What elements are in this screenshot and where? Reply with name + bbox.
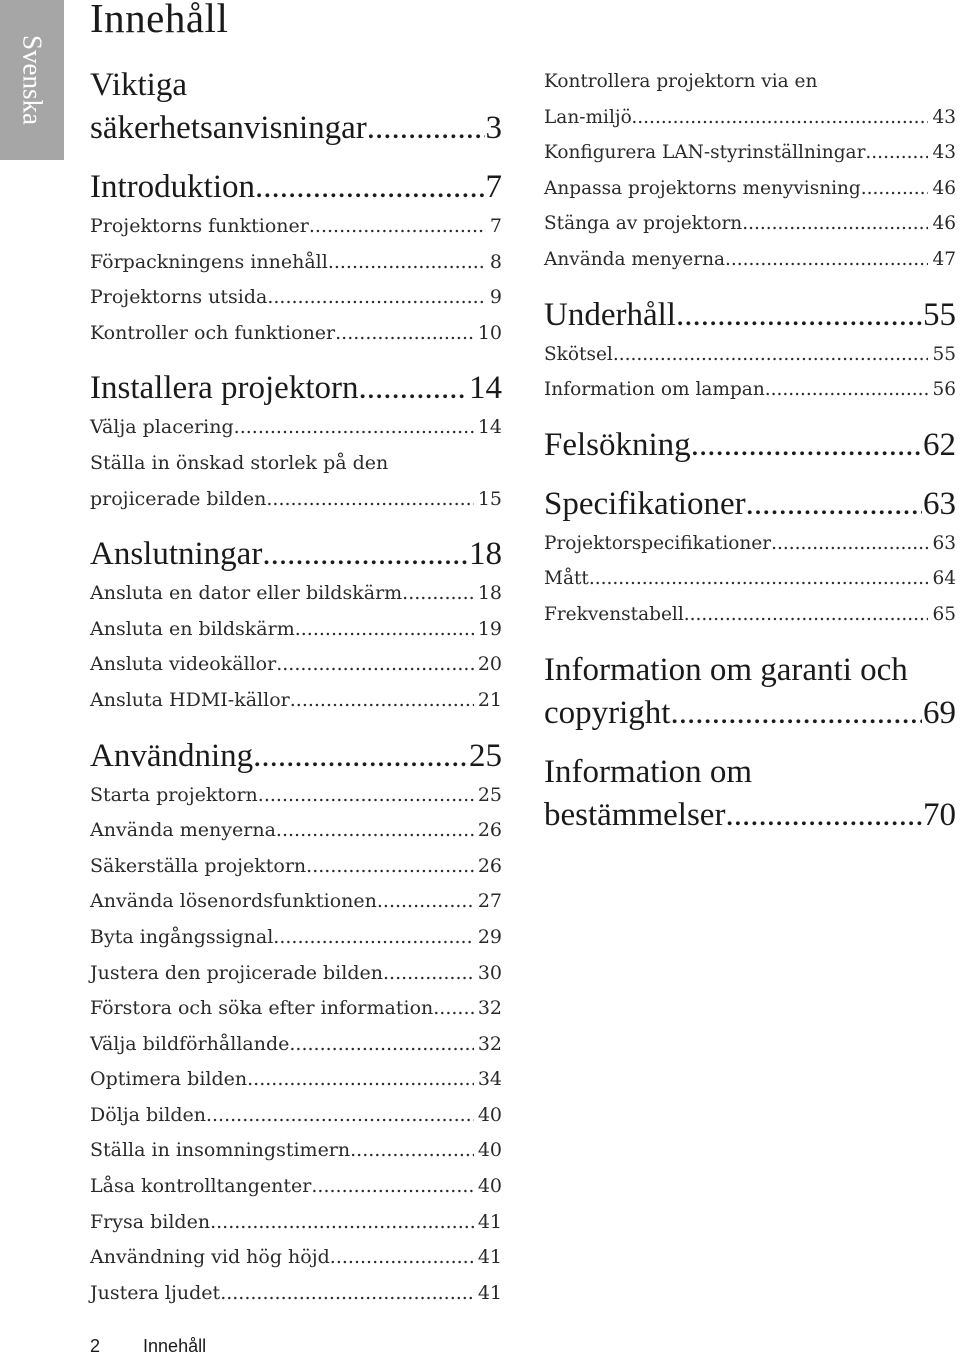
toc-section-entry[interactable] <box>544 597 956 633</box>
toc-page-number: 8 <box>489 250 502 273</box>
toc-section-entry[interactable] <box>90 280 502 316</box>
toc-page-number: 47 <box>932 248 956 270</box>
dot-leader <box>433 991 474 1027</box>
toc-page-number: 21 <box>477 688 502 711</box>
dot-leader <box>377 884 474 920</box>
toc-page-number: 63 <box>932 532 956 554</box>
toc-page-number: 41 <box>477 1210 502 1233</box>
toc-page-number: 9 <box>489 286 502 309</box>
toc-section-entry[interactable] <box>544 171 956 207</box>
dot-leader <box>255 166 485 209</box>
toc-chapter-entry[interactable] <box>90 735 502 778</box>
toc-section-entry[interactable] <box>544 337 956 373</box>
toc-entry-title: Anslutningar <box>90 536 263 573</box>
dot-leader <box>358 367 468 410</box>
toc-chapter-entry[interactable] <box>544 424 956 467</box>
toc-section-entry[interactable] <box>90 316 502 352</box>
toc-entry-title: Skötsel <box>544 343 613 365</box>
toc-page-number: 25 <box>477 783 502 806</box>
toc-page-number: 69 <box>923 694 956 731</box>
toc-section-entry[interactable] <box>90 920 502 956</box>
toc-page-number: 70 <box>923 796 956 833</box>
toc-entry-title: Introduktion <box>90 169 255 205</box>
toc-section-entry[interactable] <box>90 1276 502 1312</box>
toc-entry-title: Förstora och söka efter information <box>90 997 434 1020</box>
dot-leader <box>637 100 928 136</box>
dot-leader <box>725 794 922 837</box>
toc-entry-title: Ansluta en dator eller bildskärm <box>90 582 403 605</box>
toc-page-number: 32 <box>477 1032 502 1055</box>
dot-leader <box>402 576 474 612</box>
dot-leader <box>276 813 474 849</box>
dot-leader <box>289 1027 473 1063</box>
toc-chapter-entry[interactable] <box>544 294 956 337</box>
dot-leader <box>206 1098 474 1134</box>
language-tab <box>0 0 64 160</box>
toc-entry-title: Använda menyerna <box>90 819 276 842</box>
page-title: Innehåll <box>90 0 229 41</box>
toc-page-number: 26 <box>477 819 502 842</box>
dot-leader <box>210 1205 474 1241</box>
toc-entry-title-line: Information om garanti och <box>544 651 908 688</box>
toc-entry-title: Låsa kontrolltangenter <box>90 1175 312 1198</box>
toc-entry-title: Förpackningens innehåll <box>90 250 328 273</box>
toc-section-entry[interactable] <box>90 576 502 612</box>
toc-chapter-entry[interactable] <box>90 533 502 576</box>
toc-page-number: 56 <box>932 379 956 401</box>
toc-page-number: 19 <box>477 617 502 640</box>
toc-page-number: 55 <box>932 343 956 365</box>
toc-entry-title: Ansluta HDMI-källor <box>90 688 290 711</box>
toc-section-entry[interactable] <box>90 1205 502 1241</box>
toc-entry-title-line: Kontrollera projektorn via en <box>544 71 818 92</box>
toc-entry-title: Anpassa projektorns menyvisning <box>544 177 861 199</box>
toc-section-entry[interactable] <box>544 135 956 171</box>
dot-leader <box>276 647 474 683</box>
toc-chapter-entry[interactable] <box>90 64 502 150</box>
toc-entry-title: Byta ingångssignal <box>90 925 274 948</box>
dot-leader <box>273 920 474 956</box>
toc-section-entry[interactable] <box>90 245 502 281</box>
dot-leader <box>613 337 929 373</box>
toc-entry-title: Justera den projicerade bilden <box>90 961 383 984</box>
toc-entry-title: Mått <box>544 568 589 590</box>
footer-page-number: 2 <box>90 1336 101 1356</box>
dot-leader <box>350 1133 474 1169</box>
dot-leader <box>691 424 922 467</box>
toc-page-number: 15 <box>477 487 502 510</box>
toc-page-number: 27 <box>477 890 502 913</box>
toc-entry-title: Information om lampan <box>544 379 765 401</box>
toc-entry-title: Projektorspecifikationer <box>544 532 772 554</box>
toc-page-number: 25 <box>469 737 502 774</box>
toc-page-number: 43 <box>932 106 956 128</box>
dot-leader <box>328 245 486 281</box>
toc-page-number: 41 <box>477 1246 502 1269</box>
toc-section-entry[interactable] <box>544 242 956 278</box>
toc-page-number: 20 <box>477 653 502 676</box>
dot-leader <box>725 242 928 278</box>
toc-page-number: 63 <box>923 485 956 522</box>
dot-leader <box>589 561 929 597</box>
dot-leader <box>253 735 468 778</box>
language-tab-label: Svenska <box>17 35 48 125</box>
toc-entry-title: Dölja bilden <box>90 1103 206 1126</box>
dot-leader <box>295 612 474 648</box>
toc-entry-title: Kontroller och funktioner <box>90 321 336 344</box>
toc-section-entry[interactable] <box>90 813 502 849</box>
toc-chapter-entry[interactable] <box>544 751 956 837</box>
toc-entry-title: copyright <box>544 694 671 731</box>
toc-page-number: 7 <box>489 215 502 237</box>
toc-entry-title: Ansluta videokällor <box>90 653 277 676</box>
toc-section-entry[interactable] <box>544 561 956 597</box>
dot-leader <box>262 533 468 576</box>
dot-leader <box>865 135 928 171</box>
toc-page-number: 18 <box>477 582 502 605</box>
toc-left-column <box>90 64 502 1311</box>
toc-entry-title: Starta projektorn <box>90 783 258 806</box>
toc-entry-title: Specifikationer <box>544 485 746 522</box>
toc-section-entry[interactable] <box>90 1240 502 1276</box>
toc-page-number: 32 <box>477 997 502 1020</box>
dot-leader <box>383 956 474 992</box>
toc-right-column <box>544 64 956 837</box>
toc-page-number: 46 <box>932 177 956 199</box>
dot-leader <box>267 280 486 316</box>
toc-section-entry[interactable] <box>90 778 502 814</box>
toc-entry-title: Säkerställa projektorn <box>90 854 307 877</box>
toc-entry-title: Installera projektorn <box>90 370 359 407</box>
toc-entry-title: Optimera bilden <box>90 1068 248 1091</box>
toc-entry-title: Stänga av projektorn <box>544 213 743 235</box>
toc-entry-title: Underhåll <box>544 296 676 333</box>
toc-page-number: 26 <box>477 854 502 877</box>
dot-leader <box>746 483 922 526</box>
toc-entry-title: bestämmelser <box>544 796 726 833</box>
toc-entry-title: Frysa bilden <box>90 1210 211 1233</box>
toc-page-number: 18 <box>469 536 502 573</box>
toc-section-entry[interactable] <box>544 372 956 408</box>
footer-label: Innehåll <box>143 1336 207 1356</box>
toc-entry-title: Använda menyerna <box>544 248 726 270</box>
toc-page-number: 40 <box>477 1139 502 1162</box>
toc-entry-title-line: Information om <box>544 753 753 790</box>
toc-entry-title: Användning <box>90 737 254 774</box>
toc-entry-title: Lan-miljö. <box>544 106 638 128</box>
toc-page-number: 65 <box>932 603 956 625</box>
toc-section-entry[interactable] <box>90 647 502 683</box>
toc-page-number: 41 <box>477 1281 502 1304</box>
toc-page-number: 14 <box>469 370 502 407</box>
toc-section-entry[interactable] <box>90 683 502 719</box>
toc-entry-title: Ställa in insomningstimern <box>90 1139 351 1162</box>
toc-page-number: 62 <box>923 426 956 463</box>
toc-page-number: 10 <box>477 321 502 344</box>
dot-leader <box>742 206 928 242</box>
toc-entry-title: Frekvenstabell <box>544 603 684 625</box>
dot-leader <box>684 597 929 633</box>
toc-section-entry[interactable] <box>90 1133 502 1169</box>
toc-section-entry[interactable] <box>90 612 502 648</box>
dot-leader <box>771 526 928 562</box>
toc-page-number: 43 <box>932 142 956 164</box>
toc-page-number: 55 <box>923 296 956 333</box>
toc-page-number: 40 <box>477 1175 502 1198</box>
toc-chapter-entry[interactable] <box>544 483 956 526</box>
toc-page-number: 46 <box>932 213 956 235</box>
toc-section-entry[interactable] <box>90 991 502 1027</box>
toc-section-entry[interactable] <box>90 849 502 885</box>
toc-entry-title: Ansluta en bildskärm <box>90 617 295 640</box>
toc-page-number: 14 <box>477 416 502 439</box>
toc-page-number: 34 <box>477 1068 502 1091</box>
dot-leader <box>330 1240 474 1276</box>
toc-entry-title-line: Ställa in önskad storlek på den <box>90 451 389 474</box>
toc-section-entry[interactable] <box>544 206 956 242</box>
toc-entry-title: Projektorns funktioner <box>90 215 309 237</box>
toc-section-entry[interactable] <box>544 526 956 562</box>
toc-page-number: 64 <box>932 568 956 590</box>
toc-section-entry[interactable] <box>544 64 956 135</box>
toc-entry-title: Konfigurera LAN-styrinställningar <box>544 142 866 164</box>
toc-entry-title: säkerhetsanvisningar <box>90 110 367 146</box>
toc-page-number: 40 <box>477 1103 502 1126</box>
toc-entry-title: Justera ljudet <box>90 1281 221 1304</box>
dot-leader <box>676 294 922 337</box>
toc-section-entry[interactable] <box>90 884 502 920</box>
dot-leader <box>220 1276 474 1312</box>
toc-page-number: 29 <box>477 925 502 948</box>
toc-entry-title: Användning vid hög höjd <box>90 1246 330 1269</box>
toc-entry-title-line: Viktiga <box>90 67 188 103</box>
toc-entry-title: projicerade bilden <box>90 487 267 510</box>
dot-leader <box>258 778 474 814</box>
toc-chapter-entry[interactable] <box>90 367 502 410</box>
toc-page-number: 3 <box>485 110 502 146</box>
toc-chapter-entry[interactable] <box>90 166 502 209</box>
page-footer <box>90 1336 206 1357</box>
toc-entry-title: Använda lösenordsfunktionen <box>90 890 377 913</box>
toc-section-entry[interactable] <box>90 410 502 446</box>
dot-leader <box>266 482 473 518</box>
dot-leader <box>311 1169 473 1205</box>
dot-leader <box>234 410 474 446</box>
toc-section-entry[interactable] <box>90 1062 502 1098</box>
dot-leader <box>306 849 474 885</box>
toc-section-entry[interactable] <box>90 1169 502 1205</box>
toc-section-entry[interactable] <box>90 209 502 245</box>
toc-section-entry[interactable] <box>90 1027 502 1063</box>
dot-leader <box>861 171 929 207</box>
toc-section-entry[interactable] <box>90 956 502 992</box>
dot-leader <box>290 683 474 719</box>
toc-page-number: 7 <box>485 169 502 205</box>
dot-leader <box>367 107 485 150</box>
toc-entry-title: Välja placering <box>90 416 234 439</box>
dot-leader <box>247 1062 474 1098</box>
toc-entry-title: Felsökning <box>544 426 691 463</box>
toc-section-entry[interactable] <box>90 446 502 517</box>
dot-leader <box>765 372 929 408</box>
toc-section-entry[interactable] <box>90 1098 502 1134</box>
toc-entry-title: Välja bildförhållande <box>90 1032 290 1055</box>
dot-leader <box>309 209 486 245</box>
dot-leader <box>335 316 474 352</box>
toc-entry-title: Projektorns utsida <box>90 286 268 309</box>
toc-chapter-entry[interactable] <box>544 649 956 735</box>
dot-leader <box>670 692 922 735</box>
toc-page-number: 30 <box>477 961 502 984</box>
